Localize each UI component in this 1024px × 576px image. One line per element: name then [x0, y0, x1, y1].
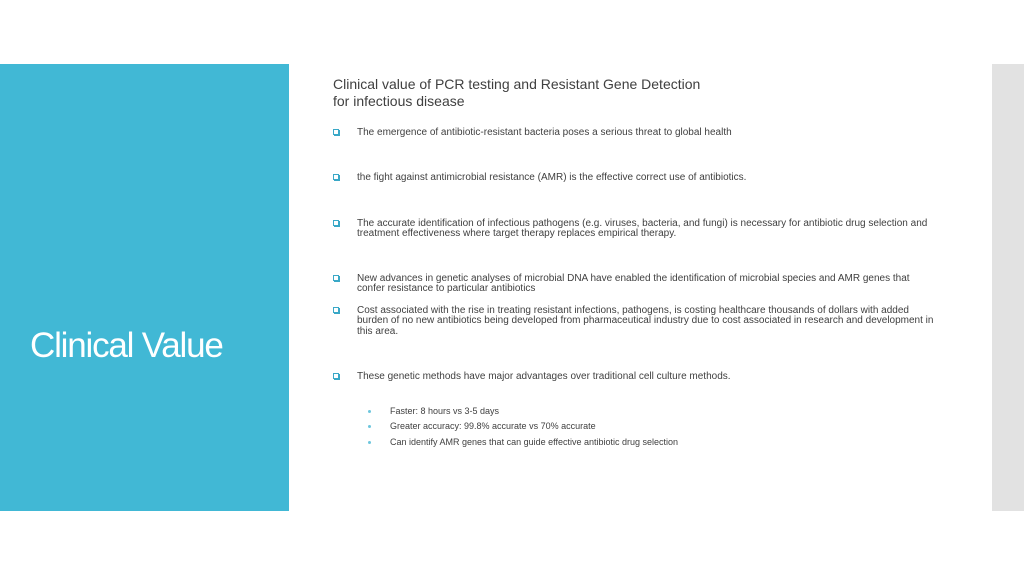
bullet-text: The accurate identification of infectious pathogens (e.g. viruses, bacteria, and fungi) is necessary for antibiotic drug selection and treatment effectiveness where target therapy replaces empirical therapy.: [357, 218, 928, 240]
checkbox-bullet-icon: [333, 220, 339, 226]
side-strip: [992, 64, 1024, 511]
dot-bullet-icon: [368, 441, 371, 444]
sub-bullet-text: Can identify AMR genes that can guide effective antibiotic drug selection: [390, 437, 679, 447]
checkbox-bullet-icon: [333, 129, 339, 135]
checkbox-bullet-icon: [333, 307, 339, 313]
slide-heading: [333, 76, 833, 109]
sub-bullet-text: Faster: 8 hours vs 3-5 days: [390, 406, 500, 416]
bullet-text: The emergence of antibiotic-resistant bacteria poses a serious threat to global health: [357, 127, 732, 138]
bullet-text: These genetic methods have major advantages over traditional cell culture methods.: [357, 371, 731, 382]
bullet-text: the fight against antimicrobial resistance (AMR) is the effective correct use of antibiotics.: [357, 172, 747, 183]
checkbox-bullet-icon: [333, 275, 339, 281]
dot-bullet-icon: [368, 410, 371, 413]
title-panel: [0, 64, 289, 511]
heading-line-2: for infectious disease: [333, 92, 465, 109]
bullet-text: Cost associated with the rise in treating resistant infections, pathogens, is costing healthcare thousands of dollars with added burden of no new antibiotics being developed from pharmaceutical industry due to cost associated in research and development in this area.: [357, 305, 934, 337]
heading-line-1: Clinical value of PCR testing and Resistant Gene Detection: [333, 76, 701, 92]
section-title: Clinical Value: [30, 326, 223, 365]
dot-bullet-icon: [368, 425, 371, 428]
checkbox-bullet-icon: [333, 373, 339, 379]
bullet-text: New advances in genetic analyses of microbial DNA have enabled the identification of microbial species and AMR genes that confer resistance to particular antibiotics: [357, 273, 910, 295]
sub-bullet-text: Greater accuracy: 99.8% accurate vs 70% accurate: [390, 421, 596, 431]
checkbox-bullet-icon: [333, 174, 339, 180]
